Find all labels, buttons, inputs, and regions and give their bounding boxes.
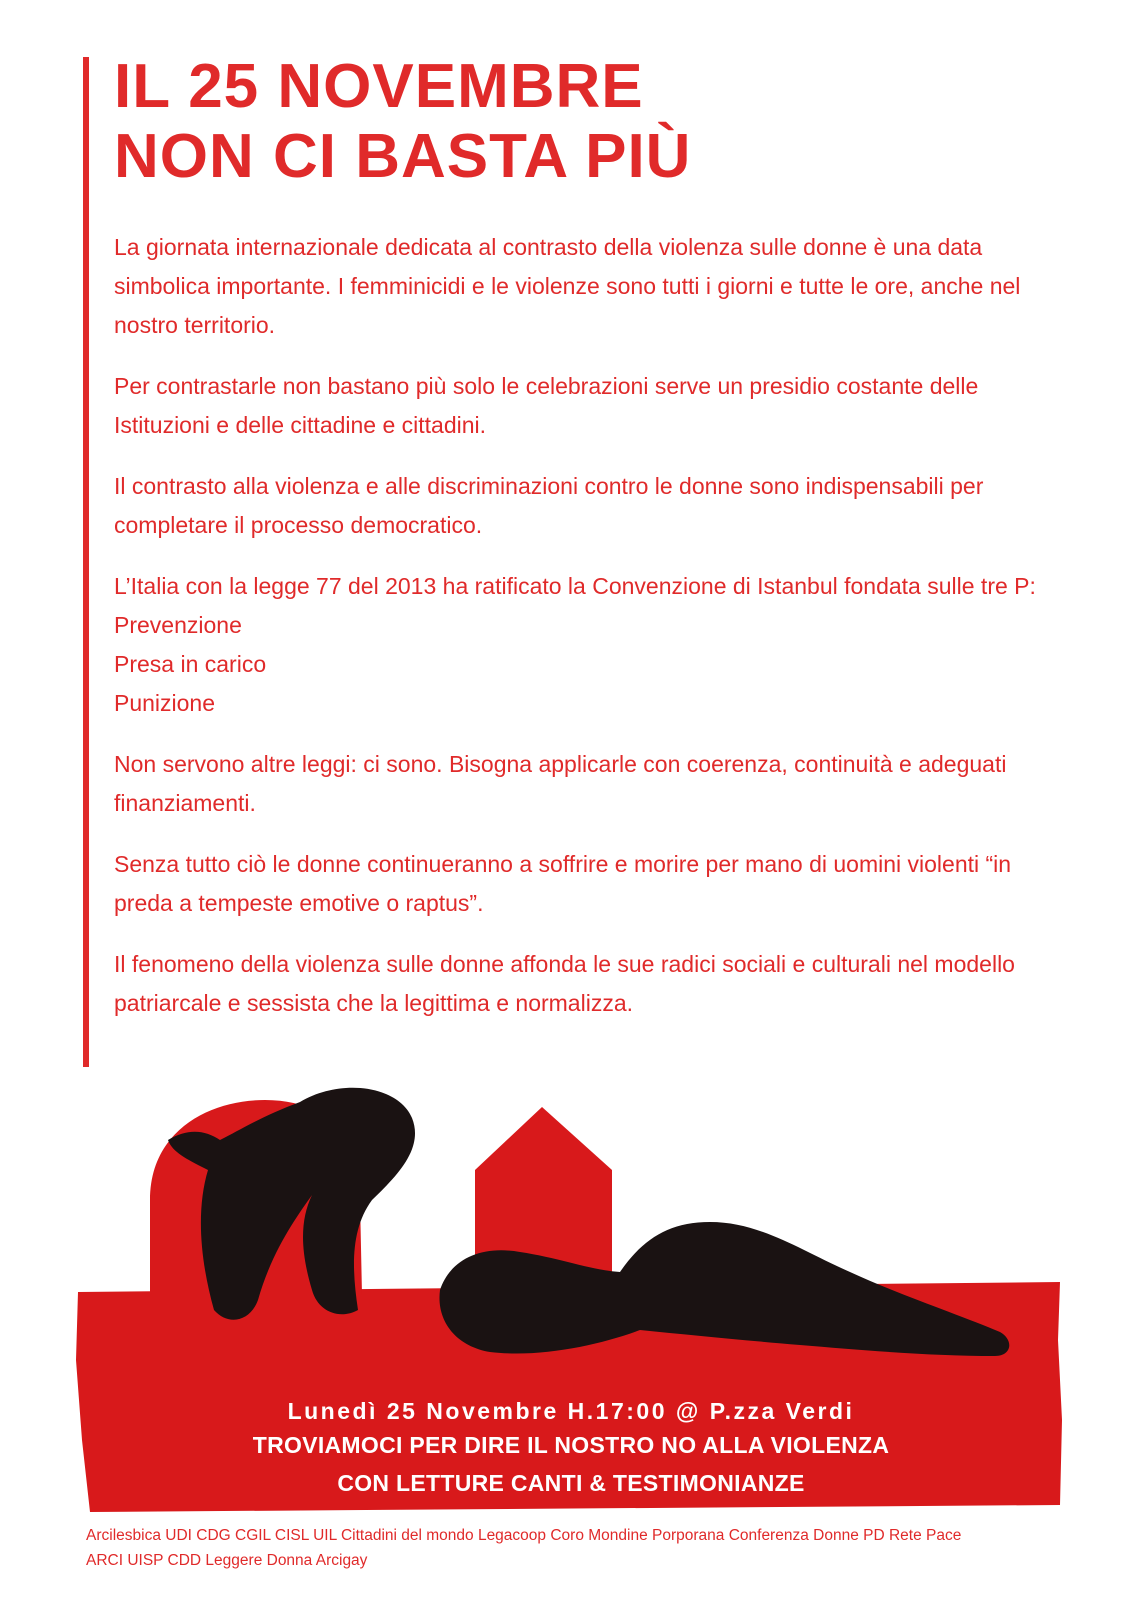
paragraph-4-intro: L’Italia con la legge 77 del 2013 ha ratificato la Convenzione di Istanbul fondata sulle tre P:: [114, 573, 1036, 599]
paragraph-1: La giornata internazionale dedicata al contrasto della violenza sulle donne è una data simbolica importante. I femminicidi e le violenze sono tutti i giorni e tutte le ore, anche nel nostro territorio.: [114, 234, 1021, 338]
title-line-2: NON CI BASTA PIÙ: [114, 122, 692, 191]
event-program: CON LETTURE CANTI & TESTIMONIANZE: [337, 1470, 805, 1496]
left-accent-rule: [83, 57, 89, 1067]
event-call-to-action: TROVIAMOCI PER DIRE IL NOSTRO NO ALLA VIOLENZA: [252, 1432, 890, 1458]
paragraph-7: Il fenomeno della violenza sulle donne affonda le sue radici sociali e culturali nel modello patriarcale e sessista che la legittima e normalizza.: [114, 951, 1015, 1016]
list-item-prevenzione: Prevenzione: [114, 612, 242, 638]
organizers-line-2: ARCI UISP CDD Leggere Donna Arcigay: [86, 1552, 368, 1569]
body-text: [114, 228, 1074, 1045]
organizers-list: [86, 1523, 1086, 1573]
page-title: [114, 52, 691, 192]
paragraph-4: [114, 567, 1074, 723]
title-line-1: IL 25 NOVEMBRE: [114, 52, 644, 121]
organizers-line-1: Arcilesbica UDI CDG CGIL CISL UIL Cittadini del mondo Legacoop Coro Mondine Porporana Conferenza Donne PD Rete Pace: [86, 1527, 962, 1544]
list-item-punizione: Punizione: [114, 690, 216, 716]
paragraph-6: Senza tutto ciò le donne continueranno a soffrire e morire per mano di uomini violenti “in preda a tempeste emotive o raptus”.: [114, 851, 1012, 916]
event-date-place: Lunedì 25 Novembre H.17:00 @ P.zza Verdi: [287, 1398, 855, 1424]
list-item-presa-in-carico: Presa in carico: [114, 651, 267, 677]
paragraph-5: Non servono altre leggi: ci sono. Bisogna applicarle con coerenza, continuità e adeguati finanziamenti.: [114, 751, 1007, 816]
paragraph-3: Il contrasto alla violenza e alle discriminazioni contro le donne sono indispensabili per completare il processo democratico.: [114, 473, 984, 538]
paragraph-2: Per contrastarle non bastano più solo le celebrazioni serve un presidio costante delle Istituzioni e delle cittadine e cittadini.: [114, 373, 979, 438]
